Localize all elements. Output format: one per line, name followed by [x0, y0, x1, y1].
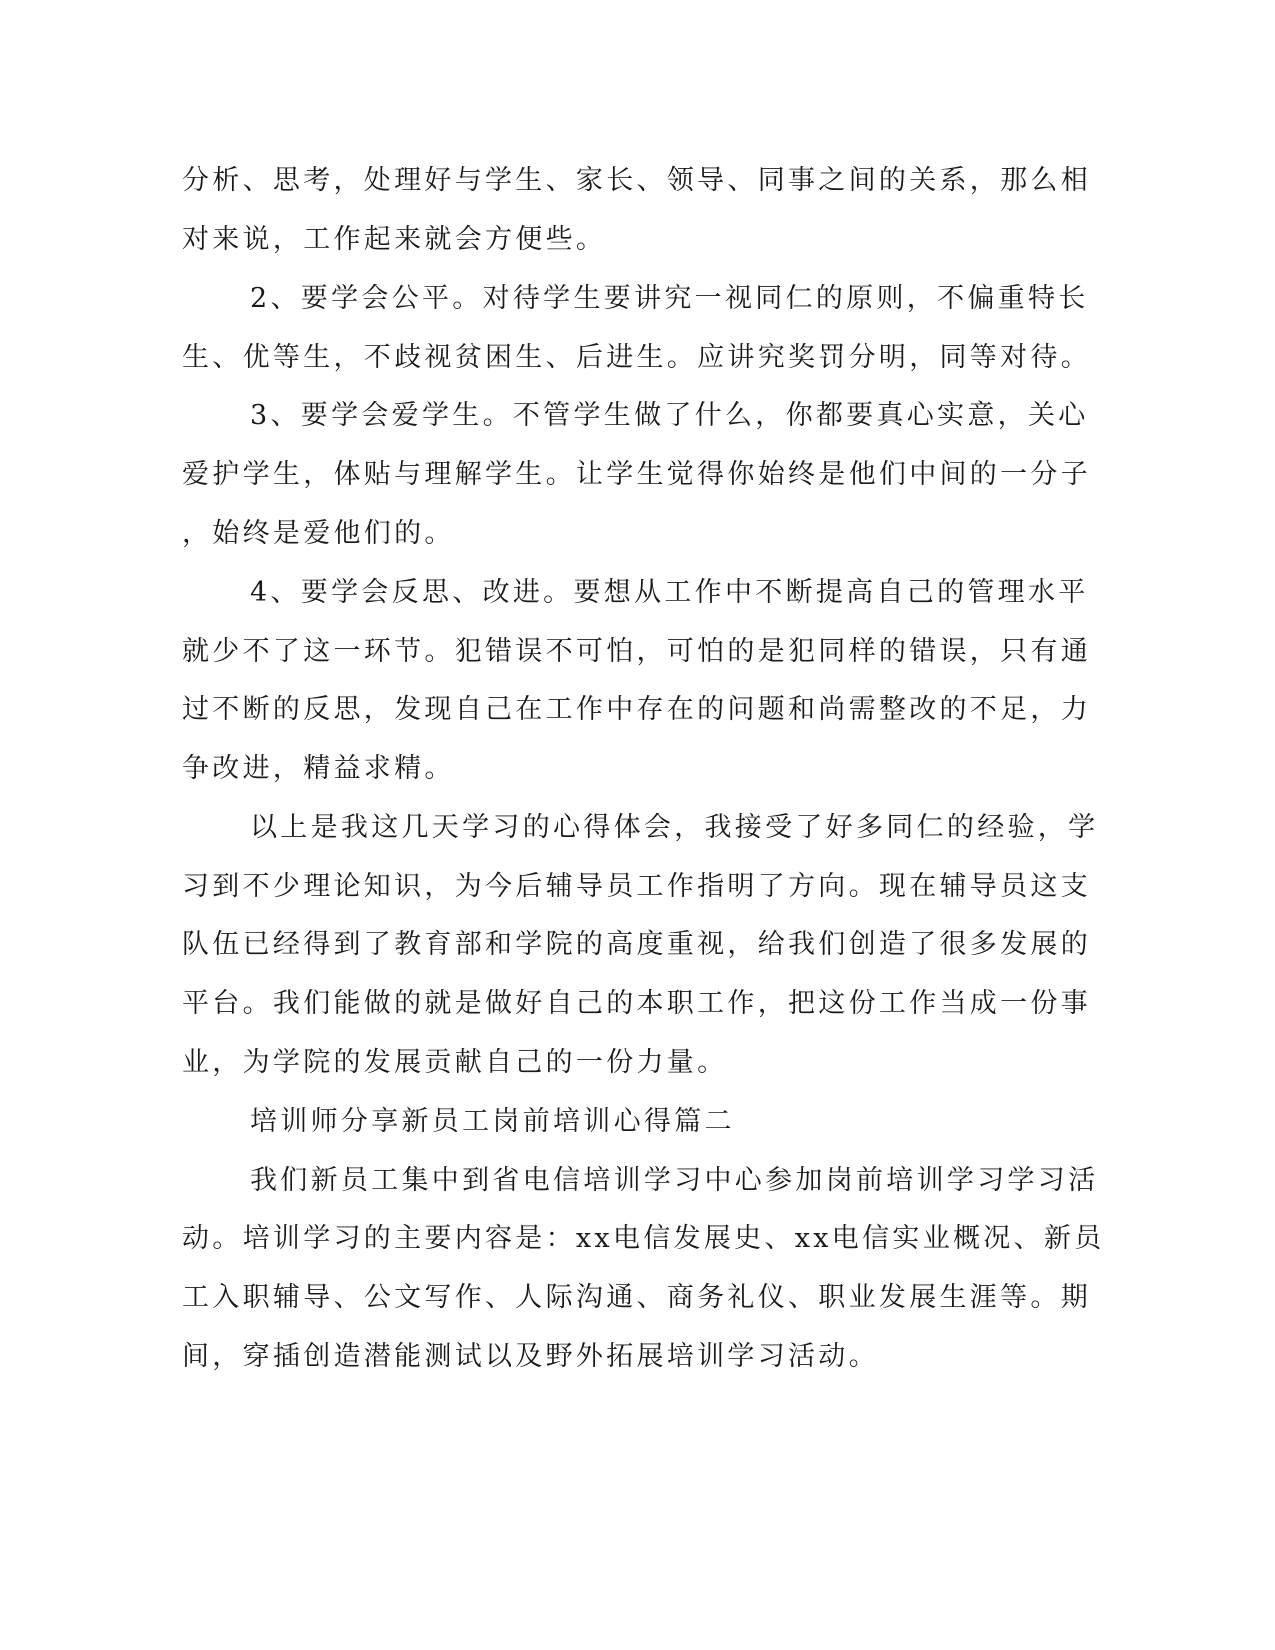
text-line: 2、要学会公平。对待学生要讲究一视同仁的原则，不偏重特长: [250, 283, 1089, 314]
text-line: 队伍已经得到了教育部和学院的高度重视，给我们创造了很多发展的: [182, 929, 1091, 960]
text-line: 动。培训学习的主要内容是：xx电信发展史、xx电信实业概况、新员: [182, 1223, 1105, 1254]
text-line: 3、要学会爱学生。不管学生做了什么，你都要真心实意，关心: [250, 400, 1089, 431]
text-line: ，始终是爱他们的。: [182, 518, 455, 549]
text-line: 就少不了这一环节。犯错误不可怕，可怕的是犯同样的错误，只有通: [182, 636, 1091, 667]
text-line: 平台。我们能做的就是做好自己的本职工作，把这份工作当成一份事: [182, 988, 1091, 1019]
text-line: 对来说，工作起来就会方便些。: [182, 224, 607, 255]
text-line: 4、要学会反思、改进。要想从工作中不断提高自己的管理水平: [250, 577, 1089, 608]
text-line: 爱护学生，体贴与理解学生。让学生觉得你始终是他们中间的一分子: [182, 459, 1091, 490]
text-line: 业，为学院的发展贡献自己的一份力量。: [182, 1047, 728, 1078]
text-line: 我们新员工集中到省电信培训学习中心参加岗前培训学习学习活: [250, 1165, 1099, 1196]
section-heading: 培训师分享新员工岗前培训心得篇二: [250, 1106, 735, 1137]
text-line: 习到不少理论知识，为今后辅导员工作指明了方向。现在辅导员这支: [182, 871, 1091, 902]
text-line: 工入职辅导、公文写作、人际沟通、商务礼仪、职业发展生涯等。期: [182, 1282, 1091, 1313]
text-line: 以上是我这几天学习的心得体会，我接受了好多同仁的经验，学: [250, 812, 1099, 843]
text-line: 间，穿插创造潜能测试以及野外拓展培训学习活动。: [182, 1341, 879, 1372]
text-line: 争改进，精益求精。: [182, 753, 455, 784]
text-line: 过不断的反思，发现自己在工作中存在的问题和尚需整改的不足，力: [182, 694, 1091, 725]
text-line: 生、优等生，不歧视贫困生、后进生。应讲究奖罚分明，同等对待。: [182, 342, 1091, 373]
text-line: 分析、思考，处理好与学生、家长、领导、同事之间的关系，那么相: [182, 165, 1091, 196]
